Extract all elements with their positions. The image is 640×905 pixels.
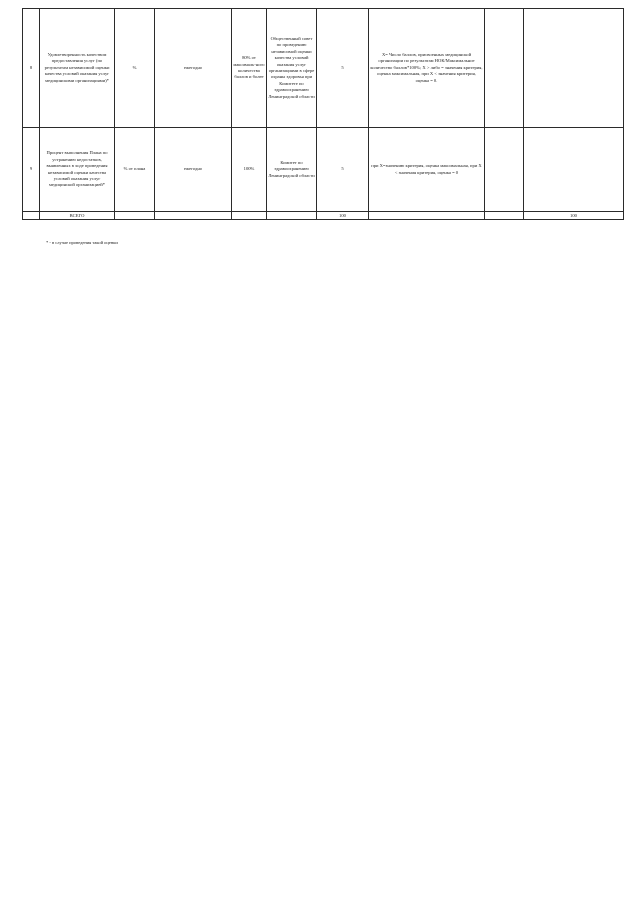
indicator-name: Удовлетворенность качеством предоставления услуг (по результатам независимой оценки качества условий оказания услуг медицинскими организациями)* (40, 9, 115, 128)
source-cell: Общественный совет по проведению независимой оценки качества условий оказания услуг организациями в сфере охраны здоровья при Комитете по здравоохранению Ленинградской области (267, 9, 317, 128)
total-row (23, 212, 624, 220)
row-number: 9 (23, 128, 40, 212)
indicators-table (22, 8, 624, 220)
empty-cell (485, 212, 524, 220)
source-cell: Комитет по здравоохранению Ленинградской области (267, 128, 317, 212)
target-cell: 100% (232, 128, 267, 212)
empty-cell (267, 212, 317, 220)
table-row (23, 128, 624, 212)
indicator-name: Процент выполнения Плана по устранению недостатков, выявленных в ходе проведения независимой оценки качества условий оказания услуг медицинской организацией* (40, 128, 115, 212)
unit-cell: % (115, 9, 155, 128)
table-row (23, 9, 624, 128)
empty-cell (524, 128, 624, 212)
total-label: ВСЕГО (40, 212, 115, 220)
unit-cell: % от плана (115, 128, 155, 212)
method-cell: при X=значению критерия, оценка максимальная, при X < значения критерия, оценка = 0 (369, 128, 485, 212)
empty-cell (23, 212, 40, 220)
empty-cell (115, 212, 155, 220)
period-cell: ежегодно (155, 128, 232, 212)
total-score: 100 (524, 212, 624, 220)
method-cell: X= Число баллов, присвоенных медицинской организации по результатам НОК/Максимальное количество баллов*100%; X > либо = значения критерия, оценка максимальная, при X < значения критерия, оценка = 0. (369, 9, 485, 128)
empty-cell (155, 212, 232, 220)
weight-cell: 5 (317, 128, 369, 212)
empty-cell (485, 128, 524, 212)
total-weight: 100 (317, 212, 369, 220)
empty-cell (369, 212, 485, 220)
empty-cell (485, 9, 524, 128)
weight-cell: 5 (317, 9, 369, 128)
empty-cell (524, 9, 624, 128)
footnote: * - в случае проведения такой оценки (46, 240, 118, 245)
period-cell: ежегодно (155, 9, 232, 128)
target-cell: 80% от максималь-ного количества баллов и более (232, 9, 267, 128)
empty-cell (232, 212, 267, 220)
row-number: 8 (23, 9, 40, 128)
